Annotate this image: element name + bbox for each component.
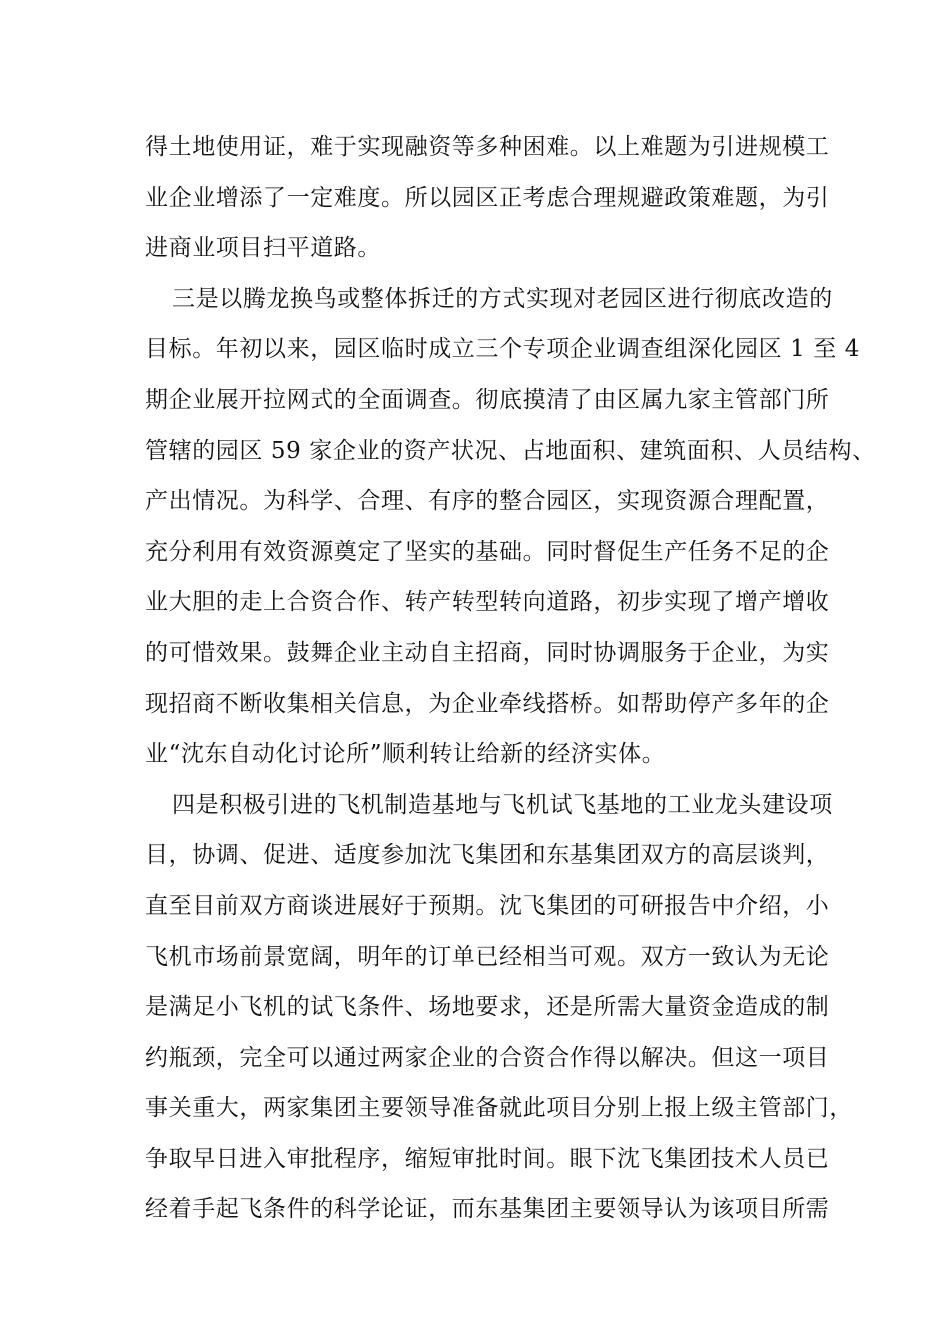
text-line: 业大胆的走上合资合作、转产转型转向道路，初步实现了增产增收 [145, 589, 830, 616]
text-line: 目，协调、促进、适度参加沈飞集团和东基集团双方的高层谈判， [145, 842, 830, 869]
text-line: 得土地使用证，难于实现融资等多种困难。以上难题为引进规模工 [145, 134, 830, 160]
body-text [145, 122, 876, 1235]
text-line: 的可惜效果。鼓舞企业主动自主招商，同时协调服务于企业，为实 [145, 639, 830, 666]
text-line: 经着手起飞条件的科学论证，而东基集团主要领导认为该项目所需 [145, 1196, 830, 1223]
text-line: 现招商不断收集相关信息，为企业牵线搭桥。如帮助停产多年的企 [145, 690, 830, 717]
text-line: 目标。年初以来，园区临时成立三个专项企业调查组深化园区 1 至 4 [145, 336, 860, 363]
text-line: 期企业展开拉网式的全面调查。彻底摸清了由区属九家主管部门所 [145, 386, 830, 413]
text-line: 事关重大，两家集团主要领导准备就此项目分别上报上级主管部门， [145, 1095, 853, 1122]
text-line: 产出情况。为科学、合理、有序的整合园区，实现资源合理配置， [145, 488, 830, 515]
text-line: 管辖的园区 59 家企业的资产状况、占地面积、建筑面积、人员结构、 [145, 437, 876, 464]
text-line: 直至目前双方商谈进展好于预期。沈飞集团的可研报告中介绍，小 [145, 892, 830, 919]
text-line: 飞机市场前景宽阔，明年的订单已经相当可观。双方一致认为无论 [145, 943, 830, 970]
text-line: 业企业增添了一定难度。所以园区正考虑合理规避政策难题，为引 [145, 184, 830, 211]
paragraph-start-line: 四是积极引进的飞机制造基地与飞机试飞基地的工业龙头建设项 [172, 791, 833, 818]
text-line: 约瓶颈，完全可以通过两家企业的合资合作得以解决。但这一项目 [145, 1044, 830, 1071]
text-line: 争取早日进入审批程序，缩短审批时间。眼下沈飞集团技术人员已 [145, 1145, 830, 1172]
text-line: 进商业项目扫平道路。 [145, 235, 381, 262]
text-line: 是满足小飞机的试飞条件、场地要求，还是所需大量资金造成的制 [145, 994, 830, 1021]
paragraph-start-line: 三是以腾龙换鸟或整体拆迁的方式实现对老园区进行彻底改造的 [172, 285, 833, 312]
text-line: 业“沈东自动化讨论所”顺利转让给新的经济实体。 [145, 741, 666, 768]
text-line: 充分利用有效资源奠定了坚实的基础。同时督促生产任务不足的企 [145, 538, 830, 565]
